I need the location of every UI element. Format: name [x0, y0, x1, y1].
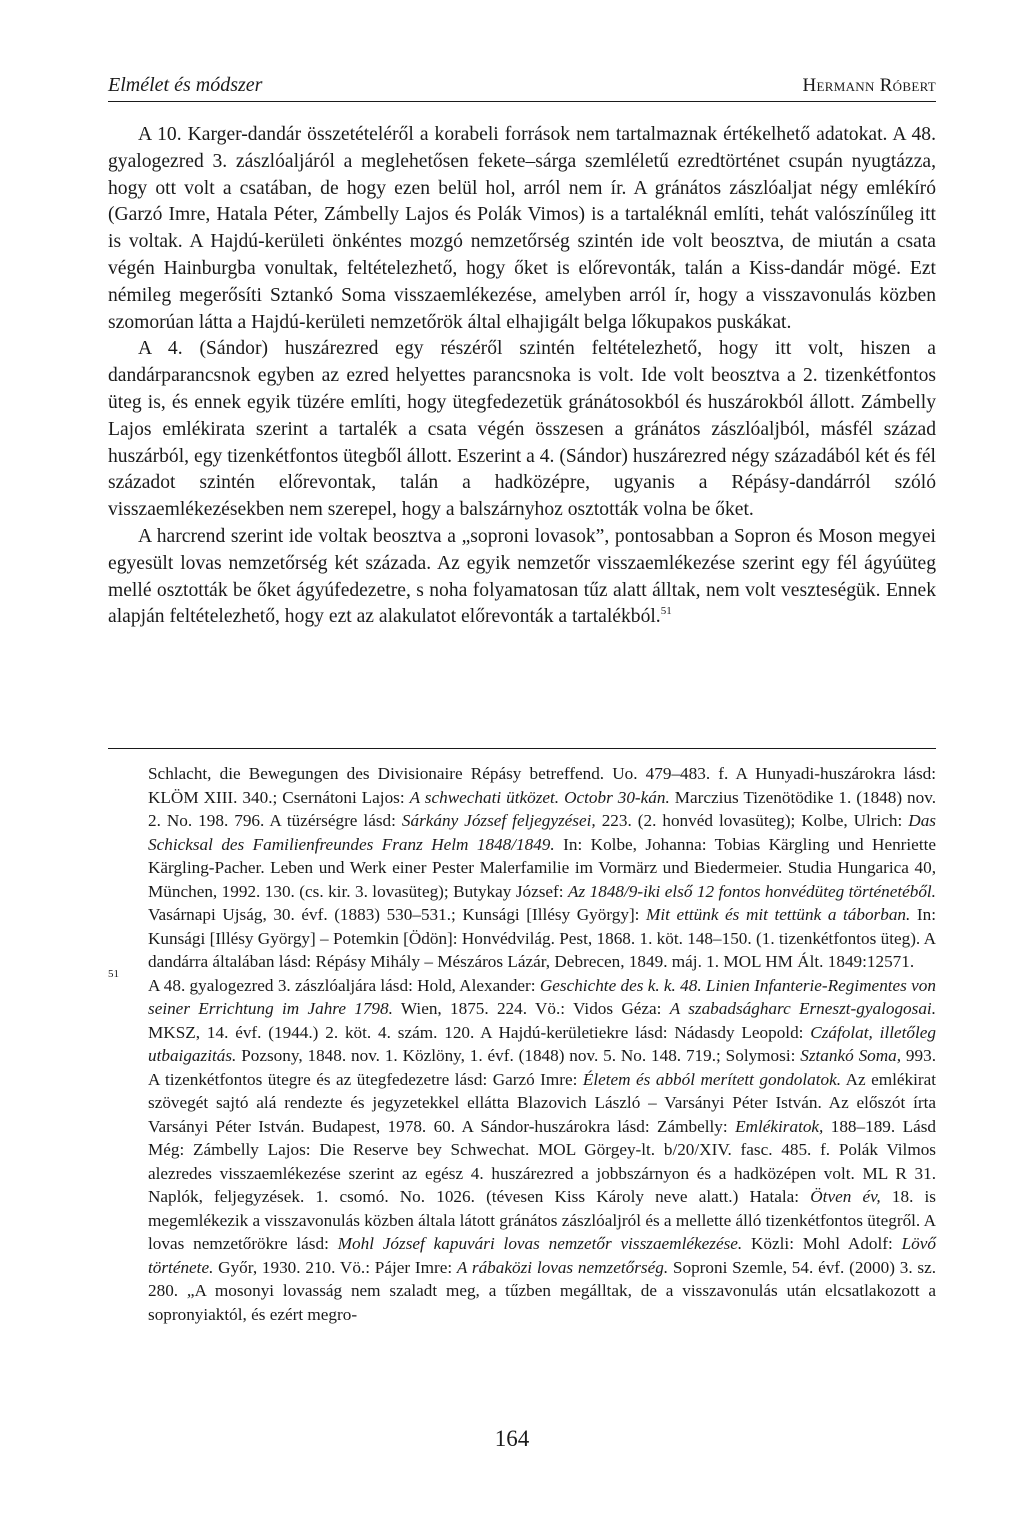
- footnote-51-segment-8: 993. A tizenkétfontos ütegre és az ütegfedezetre lásd: Garzó Imre:: [148, 1046, 936, 1089]
- footnote-51-segment-7: Sztankó Soma,: [800, 1046, 902, 1065]
- paragraph-3: [108, 524, 936, 631]
- paragraph-2: A 4. (Sándor) huszárezred egy részéről szintén feltételezhető, hogy itt volt, hiszen a dandárparancsnok egyben az ezred helyettes parancsnoka is volt. Ide volt beosztva a 2. tizenkétfontos üteg is, és ennek egyik tüzére említi, hogy ütegfedezetük gránátosokból és huszárokból állott. Zámbelly Lajos emlékirata szerint a tartalék a csata végén összesen a gránátos zászlóaljból, másfél század huszárból, egy tizenkétfontos ütegből állott. Eszerint a 4. (Sándor) huszárezred négy századából két és fél századot szintén előrevontak, talán a hadközépre, ugyanis a Répásy-dandárról szóló visszaemlékezésekben nem szerepel, hogy a balszárnyhoz osztották volna be őket.: [108, 338, 936, 521]
- running-head-author: Hermann Róbert: [802, 75, 936, 96]
- footnote-50-segment-9: Mit ettünk és mit tettünk a táborban.: [646, 905, 911, 924]
- footnote-51-segment-9: Életem és abból merített gondolatok.: [582, 1069, 842, 1089]
- footnote-51-segment-17: Lövő története.: [148, 1234, 936, 1277]
- footnote-51-segment-13: Ötven év,: [810, 1187, 881, 1206]
- footnote-50-segment-7: Az 1848/9-iki első 12 fontos honvédüteg történetéből.: [568, 881, 936, 901]
- footnote-51-segment-16: Közli: Mohl Adolf:: [742, 1234, 902, 1253]
- footnote-51-segment-12: 188–189. Lásd Még: Zámbelly Lajos: Die Reserve bey Schwechat. MOL Görgey-lt. b/20/XIV. fasc. 485. f. Polák Vilmos alezredes visszaemlékezése szerint az egész 4. huszárezred a jobbszárnyon és a hadközépen volt. ML R 31. Naplók, feljegyzések. 1. csomó. No. 1026. (tévesen Kiss Károly neve alatt.) Hatala:: [148, 1116, 936, 1206]
- footnote-50-continued: [148, 762, 936, 974]
- footnote-separator: [108, 748, 936, 749]
- footnote-51: 51 A 48. gyalogezred 3. zászlóaljára lásd: Hold, Alexander: Geschichte des k. k. 48. Linien Infanterie-Regimentes von seiner Errichtung im Jahre 1798. Wien, 1875. 224. Vö.: Vidos Géza: A szabadságharc Erneszt-gyalogosai. MKSZ, 14. évf. (1944.) 2. köt. 4. szám. 120. A Hajdú-kerületiekre lásd: Nádasdy Leopold: Czáfolat, illetőleg utbaigazitás. Pozsony, 1848. nov. 1. Közlöny, 1. évf. (1848) nov. 5. No. 148. 719.; Solymosi: Sztankó Soma, 993. A tizenkétfontos ütegre és az ütegfedezetre lásd: Garzó Imre: Életem és abból merített gondolatok. Az emlékirat szövegét sajtó alá rendezte és jegyzetekkel ellátta Blazovich László – Varsányi Péter István. Az előszót írta Varsányi Péter István. Budapest, 1978. 60. A Sándor-huszárokra lásd: Zámbelly: Emlékiratok, 188–189. Lásd Még: Zámbelly Lajos: Die Reserve bey Schwechat. MOL Görgey-lt. b/20/XIV. fasc. 485. f. Polák Vilmos alezredes visszaemlékezése szerint az egész 4. huszárezred a jobbszárnyon és a hadközépen volt. ML R 31. Naplók, feljegyzések. 1. csomó. No. 1026. (tévesen Kiss Károly neve alatt.) Hatala: Ötven év, 18. is megemlékezik a visszavonulás közben általa látott gránátos zászlóaljról és a mellette álló tizenkétfontos ütegről. A lovas nemzetőrökre lásd: Mohl József kapuvári lovas nemzetőr visszaemlékezése. Közli: Mohl Adolf: Lövő története. Győr, 1930. 210. Vö.: Pájer Imre: A rábaközi lovas nemzetőrség. Soproni Szemle, 54. évf. (2000) 3. sz. 280. „A mosonyi lovasság nem szaladt meg, a tűzben megálltak, de a visszavonulás után elcsatlakozott a sopronyiaktól, és ezért megro-: [148, 974, 936, 1327]
- footnote-51-segment-3: A szabadságharc Erneszt-gyalogosai.: [669, 999, 936, 1018]
- footnote-50-segment-1: A schwechati ütközet. Octobr 30-kán.: [409, 787, 670, 807]
- page-number: 164: [494, 1426, 530, 1451]
- footnote-51-segment-6: Pozsony, 1848. nov. 1. Közlöny, 1. évf. (1848) nov. 5. No. 148. 719.; Solymosi:: [236, 1046, 801, 1065]
- footnote-50-segment-2: Marczius Tizenötödike 1. (1848) nov. 2. No. 198. 796. A tüzérségre lásd:: [148, 787, 937, 830]
- footnote-50-segment-8: Vasárnapi Ujság, 30. évf. (1883) 530–531.; Kunsági [Illésy György]:: [148, 905, 647, 924]
- footnotes: [108, 762, 937, 1326]
- footnote-50-segment-3: Sárkány József feljegyzései,: [401, 811, 596, 830]
- footnote-51-text: [148, 974, 936, 1327]
- footnote-51-segment-18: Győr, 1930. 210. Vö.: Pájer Imre:: [213, 1257, 457, 1277]
- running-head: [108, 68, 936, 102]
- footnote-50-text: [148, 762, 936, 974]
- footnote-50-segment-6: In: Kolbe, Johanna: Tobias Kärgling und Henriette Kärgling-Pacher. Leben und Werk einer Pester Malerfamilie im Vormärz und Biedermeier. Studia Hungarica 40, München, 1992. 130. (cs. kir. 3. lovasüteg); Butykay József:: [148, 834, 936, 901]
- footnote-51-segment-11: Emlékiratok,: [735, 1116, 824, 1136]
- paragraph-1: A 10. Karger-dandár összetételéről a korabeli források nem tartalmaznak értékelhető adatokat. A 48. gyalogezred 3. zászlóaljáról a meglehetősen fekete–sárga szemléletű ezredtörténet csupán nyugtázza, hogy ott volt a csatában, de hogy ezen belül hol, arról nem ír. A gránátos zászlóaljat négy emlékíró (Garzó Imre, Hatala Péter, Zámbelly Lajos és Polák Vimos) is a tartaléknál említi, tehát valószínűleg itt is voltak. A Hajdú-kerületi önkéntes mozgó nemzetőrség szintén ide volt beosztva, de miután a csata végén Hainburgba vonultak, feltételezhető, hogy őket is előrevonták, talán a Kiss-dandár mögé. Ezt némileg megerősíti Sztankó Soma visszaemlékezése, amelyben arról ír, hogy a visszavonulás közben szomorúan látta a Hajdú-kerületi nemzetőrök által elhajigált belga lőkupakos puskákat.: [108, 124, 936, 333]
- footnote-50-segment-0: Schlacht, die Bewegungen des Divisionaire Répásy betreffend. Uo. 479–483. f. A Hunyadi-huszárokra lásd: KLÖM XIII. 340.; Csernátoni Lajos:: [148, 764, 936, 807]
- footnote-51-segment-4: MKSZ, 14. évf. (1944.) 2. köt. 4. szám. 120. A Hajdú-kerületiekre lásd: Nádasdy Leopold:: [148, 1022, 811, 1042]
- footnote-51-segment-15: Mohl József kapuvári lovas nemzetőr visszaemlékezése.: [337, 1234, 743, 1253]
- footnote-51-segment-2: Wien, 1875. 224. Vö.: Vidos Géza:: [392, 999, 670, 1018]
- footnote-51-segment-14: 18. is megemlékezik a visszavonulás közben általa látott gránátos zászlóaljról és a mellette álló tizenkétfontos ütegről. A lovas nemzetőrökre lásd:: [148, 1187, 936, 1253]
- footnote-51-segment-10: Az emlékirat szövegét sajtó alá rendezte és jegyzetekkel ellátta Blazovich László – Varsányi Péter István. Az előszót írta Varsányi Péter István. Budapest, 1978. 60. A Sándor-huszárokra lásd: Zámbelly:: [148, 1069, 936, 1136]
- main-text: [108, 122, 936, 631]
- running-head-section-title: Elmélet és módszer: [108, 74, 263, 96]
- paragraph-3-text: A harcrend szerint ide voltak beosztva a „soproni lovasok”, pontosabban a Sopron és Moson megyei egyesült lovas nemzetőrség két százada. Az egyik nemzetőr visszaemlékezése szerint egy fél ágyúüteg mellé osztották be őket ágyúfedezetre, s noha folyamatosan tűz alatt álltak, nem volt veszteségük. Ennek alapján feltételezhető, hogy ezt az alakulatot előrevonták a tartalékból.: [108, 525, 936, 628]
- footnote-51-segment-1: Geschichte des k. k. 48. Linien Infanterie-Regimentes von seiner Errichtung im Jahre 1798.: [148, 975, 936, 1018]
- footnote-50-segment-10: In: Kunsági [Illésy György] – Potemkin [Ödön]: Honvédvilág. Pest, 1868. 1. köt. 148–150. (1. tizenkétfontos üteg). A dandárra általában lásd: Répásy Mihály – Mészáros Lázár, Debrecen, 1849. máj. 1. MOL HM Ált. 1849:12571.: [148, 905, 936, 971]
- footnote-51-segment-0: A 48. gyalogezred 3. zászlóaljára lásd: Hold, Alexander:: [148, 975, 540, 995]
- footnote-51-segment-20: Soproni Szemle, 54. évf. (2000) 3. sz. 280. „A mosonyi lovasság nem szaladt meg, a tűzben megálltak, de a visszavonulás után elcsatlakozott a sopronyiaktól, és ezért megro-: [148, 1257, 937, 1324]
- footnote-ref-51[interactable]: 51: [660, 605, 672, 618]
- footnote-50-segment-5: Das Schicksal des Familienfreundes Franz Helm 1848/1849.: [148, 811, 936, 854]
- footnote-51-segment-5: Czáfolat, illetőleg utbaigazitás.: [148, 1022, 936, 1065]
- footnote-51-segment-19: A rábaközi lovas nemzetőrség.: [456, 1257, 669, 1277]
- footnote-50-segment-4: 223. (2. honvéd lovasüteg); Kolbe, Ulrich:: [595, 811, 909, 830]
